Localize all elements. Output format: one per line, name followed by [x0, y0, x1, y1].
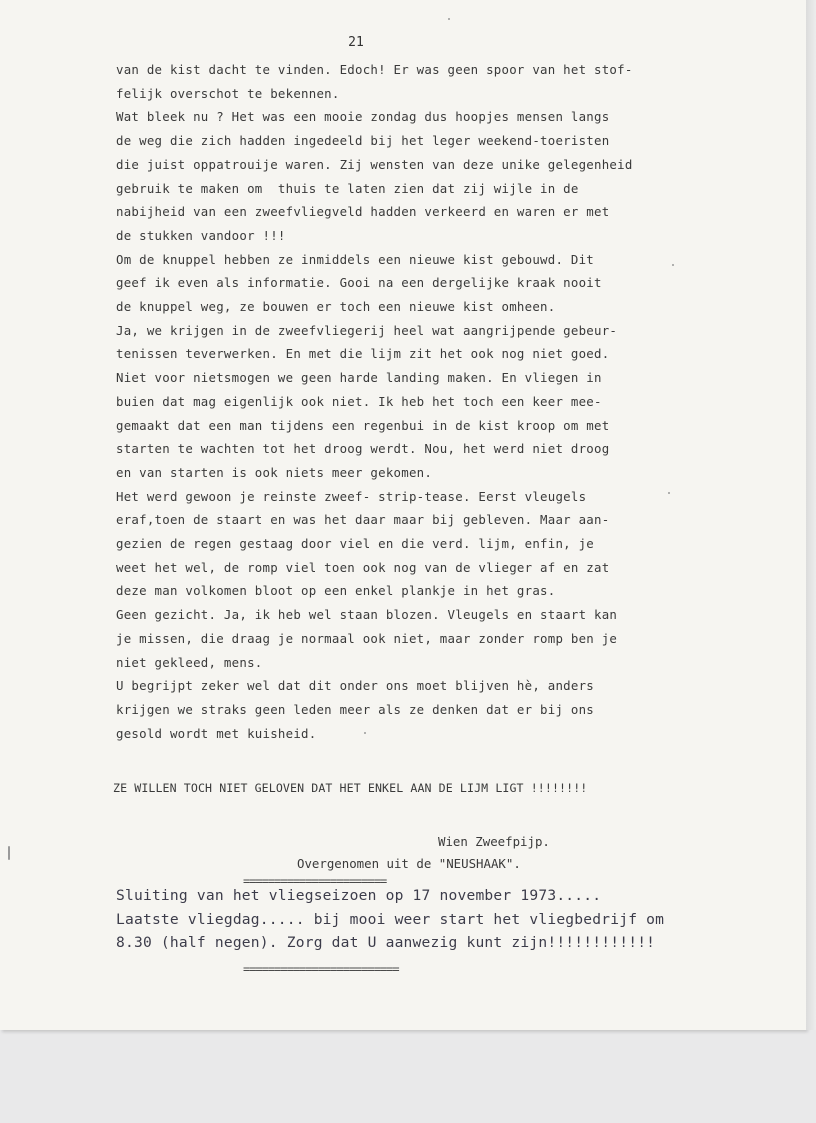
article-line: Om de knuppel hebben ze inmiddels een nieuwe kist gebouwd. Dit: [116, 251, 595, 267]
article-line: gemaakt dat een man tijdens een regenbui in de kist kroop om met: [116, 417, 610, 433]
article-line: eraf,toen de staart en was het daar maar bij gebleven. Maar aan-: [116, 512, 610, 528]
paper-speck: [364, 732, 366, 734]
article-line: starten te wachten tot het droog werdt. Nou, het werd niet droog: [116, 441, 610, 457]
article-line: Niet voor nietsmogen we geen harde landing maken. En vliegen in: [116, 370, 602, 386]
paper-speck: [668, 492, 670, 494]
article-line: nabijheid van een zweefvliegveld hadden verkeerd en waren er met: [116, 204, 610, 220]
article-line: die juist oppatrouije waren. Zij wensten van deze unike gelegenheid: [116, 156, 633, 172]
article-line: en van starten is ook niets meer gekomen.: [116, 464, 433, 480]
article-conclusion: ZE WILLEN TOCH NIET GELOVEN DAT HET ENKEL AAN DE LIJM LIGT !!!!!!!!: [113, 781, 588, 795]
article-body: [116, 58, 633, 745]
article-line: weet het wel, de romp viel toen ook nog van de vlieger af en zat: [116, 559, 610, 575]
article-line: tenissen teverwerken. En met die lijm zit het ook nog niet goed.: [116, 346, 610, 362]
article-line: buien dat mag eigenlijk ook niet. Ik heb het toch een keer mee-: [116, 393, 602, 409]
article-line: Ja, we krijgen in de zweefvliegerij heel wat aangrijpende gebeur-: [116, 322, 618, 338]
page-number: 21: [348, 35, 364, 50]
article-line: felijk overschot te bekennen.: [116, 85, 340, 101]
article-line: U begrijpt zeker wel dat dit onder ons moet blijven hè, anders: [116, 678, 595, 694]
divider-bottom: =========================: [243, 962, 399, 976]
paper-edge: [806, 0, 816, 1030]
article-line: niet gekleed, mens.: [116, 654, 263, 670]
notice-line: Sluiting van het vliegseizoen op 17 november 1973.....: [116, 887, 602, 904]
paper-speck: [448, 18, 450, 20]
article-line: de knuppel weg, ze bouwen er toch een nieuwe kist omheen.: [116, 299, 556, 315]
article-line: geef ik even als informatie. Gooi na een dergelijke kraak nooit: [116, 275, 602, 291]
article-line: gesold wordt met kuisheid.: [116, 725, 317, 741]
notice-line: Laatste vliegdag..... bij mooi weer start het vliegbedrijf om: [116, 910, 665, 928]
paper-speck: [8, 846, 10, 860]
article-line: gebruik te maken om thuis te laten zien dat zij wijle in de: [116, 180, 579, 196]
article-line: Geen gezicht. Ja, ik heb wel staan blozen. Vleugels en staart kan: [116, 607, 618, 623]
article-line: Het werd gewoon je reinste zweef- strip-tease. Eerst vleugels: [116, 488, 587, 504]
paper-speck: [672, 264, 674, 266]
article-line: deze man volkomen bloot op een enkel plankje in het gras.: [116, 583, 556, 599]
notice-line: 8.30 (half negen). Zorg dat U aanwezig kunt zijn!!!!!!!!!!!!: [116, 934, 656, 951]
article-line: krijgen we straks geen leden meer als ze denken dat er bij ons: [116, 701, 595, 717]
article-source: Overgenomen uit de "NEUSHAAK".: [297, 856, 521, 871]
article-line: van de kist dacht te vinden. Edoch! Er was geen spoor van het stof-: [116, 62, 633, 77]
article-line: je missen, die draag je normaal ook niet, maar zonder romp ben je: [116, 630, 618, 646]
divider-top: =======================: [243, 874, 387, 888]
article-line: de stukken vandoor !!!: [116, 227, 286, 243]
article-line: Wat bleek nu ? Het was een mooie zondag dus hoopjes mensen langs: [116, 109, 610, 125]
article-line: gezien de regen gestaag door viel en die verd. lijm, enfin, je: [116, 536, 595, 552]
season-closing-notice: [116, 884, 664, 955]
article-line: de weg die zich hadden ingedeeld bij het leger weekend-toeristen: [116, 133, 610, 149]
author-signature: Wien Zweefpijp.: [438, 834, 550, 849]
